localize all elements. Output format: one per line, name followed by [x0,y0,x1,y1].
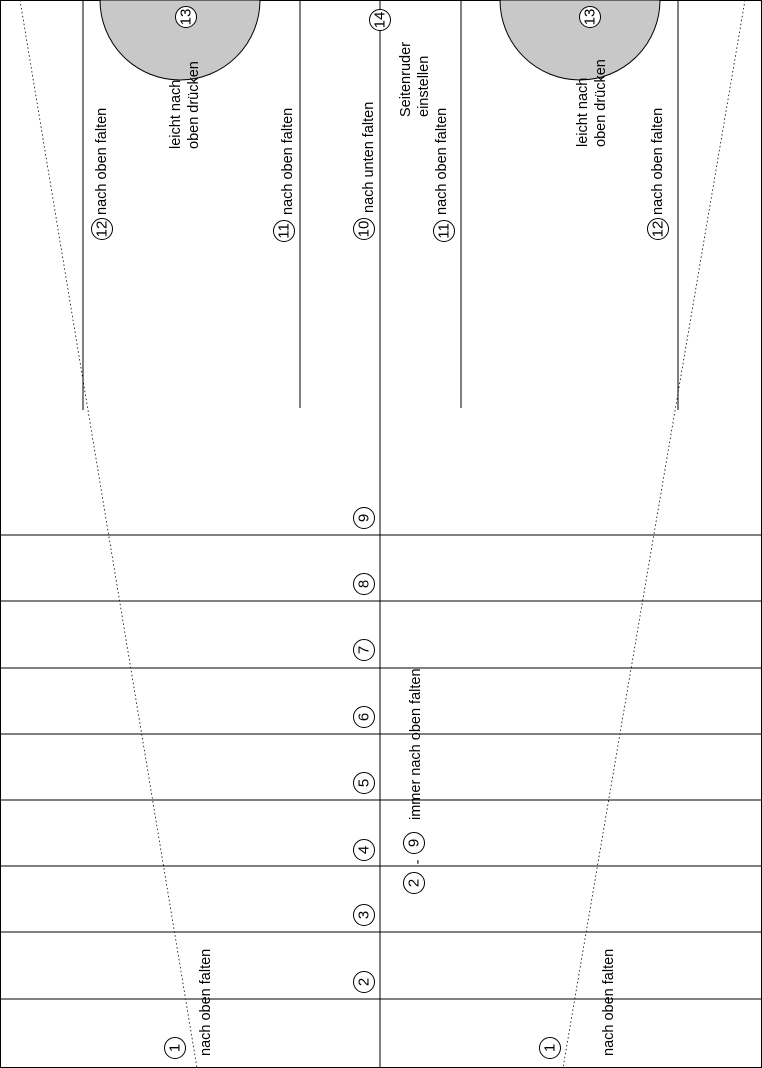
svg-text:9: 9 [405,838,423,848]
label-press-up-right-2: oben drücken [593,59,609,147]
flap-disc-bottom [500,0,660,80]
step-7 [354,640,375,661]
label-fold-up-12-left: nach oben falten [94,107,110,215]
step-5 [354,773,375,794]
step-12-left [92,219,113,240]
range-start-2 [404,873,425,894]
range-end-9 [404,833,425,854]
label-fold-up-11-left: nach oben falten [280,107,296,215]
step-11-left [274,221,295,242]
step-12-right [648,219,669,240]
svg-text:12: 12 [649,220,667,238]
step-11-right [434,221,455,242]
label-always-fold-up: immer nach oben falten [408,668,424,820]
svg-text:13: 13 [177,8,195,26]
svg-text:8: 8 [355,579,373,589]
svg-text:1: 1 [166,1043,184,1053]
svg-text:13: 13 [581,8,599,26]
svg-text:11: 11 [275,223,293,239]
svg-text:10: 10 [355,220,373,238]
svg-text:14: 14 [371,11,389,29]
svg-text:6: 6 [355,712,373,722]
svg-text:1: 1 [541,1043,559,1053]
svg-text:9: 9 [355,513,373,523]
step-4 [354,840,375,861]
svg-text:4: 4 [355,845,373,855]
svg-text:5: 5 [355,778,373,788]
svg-text:7: 7 [355,645,373,655]
step-6 [354,707,375,728]
step-13-right [580,7,601,28]
label-fold-up-11-right: nach oben falten [434,107,450,215]
step-2 [354,972,375,993]
label-fold-up-1-right: nach oben falten [601,948,617,1056]
step-10 [354,219,375,240]
step-1-right [540,1038,561,1059]
label-press-up-left-1: leicht nach [168,79,184,149]
label-rudder-1: Seitenruder [398,42,414,117]
label-press-up-right-1: leicht nach [575,77,591,147]
step-13-left [176,7,197,28]
svg-text:12: 12 [93,220,111,238]
label-fold-up-1-left: nach oben falten [198,948,214,1056]
svg-text:2: 2 [405,878,423,888]
svg-text:2: 2 [355,977,373,987]
step-8 [354,574,375,595]
label-rudder-2: einstellen [416,55,432,117]
label-press-up-left-2: oben drücken [186,61,202,149]
range-dash: - [410,859,426,865]
step-9 [354,508,375,529]
svg-text:11: 11 [435,223,453,239]
label-fold-down-10: nach unten falten [361,101,377,213]
step-3 [354,905,375,926]
step-14 [370,10,391,31]
label-fold-up-12-right: nach oben falten [650,107,666,215]
svg-text:3: 3 [355,910,373,920]
sheet-border [1,1,762,1068]
step-1-left [165,1038,186,1059]
